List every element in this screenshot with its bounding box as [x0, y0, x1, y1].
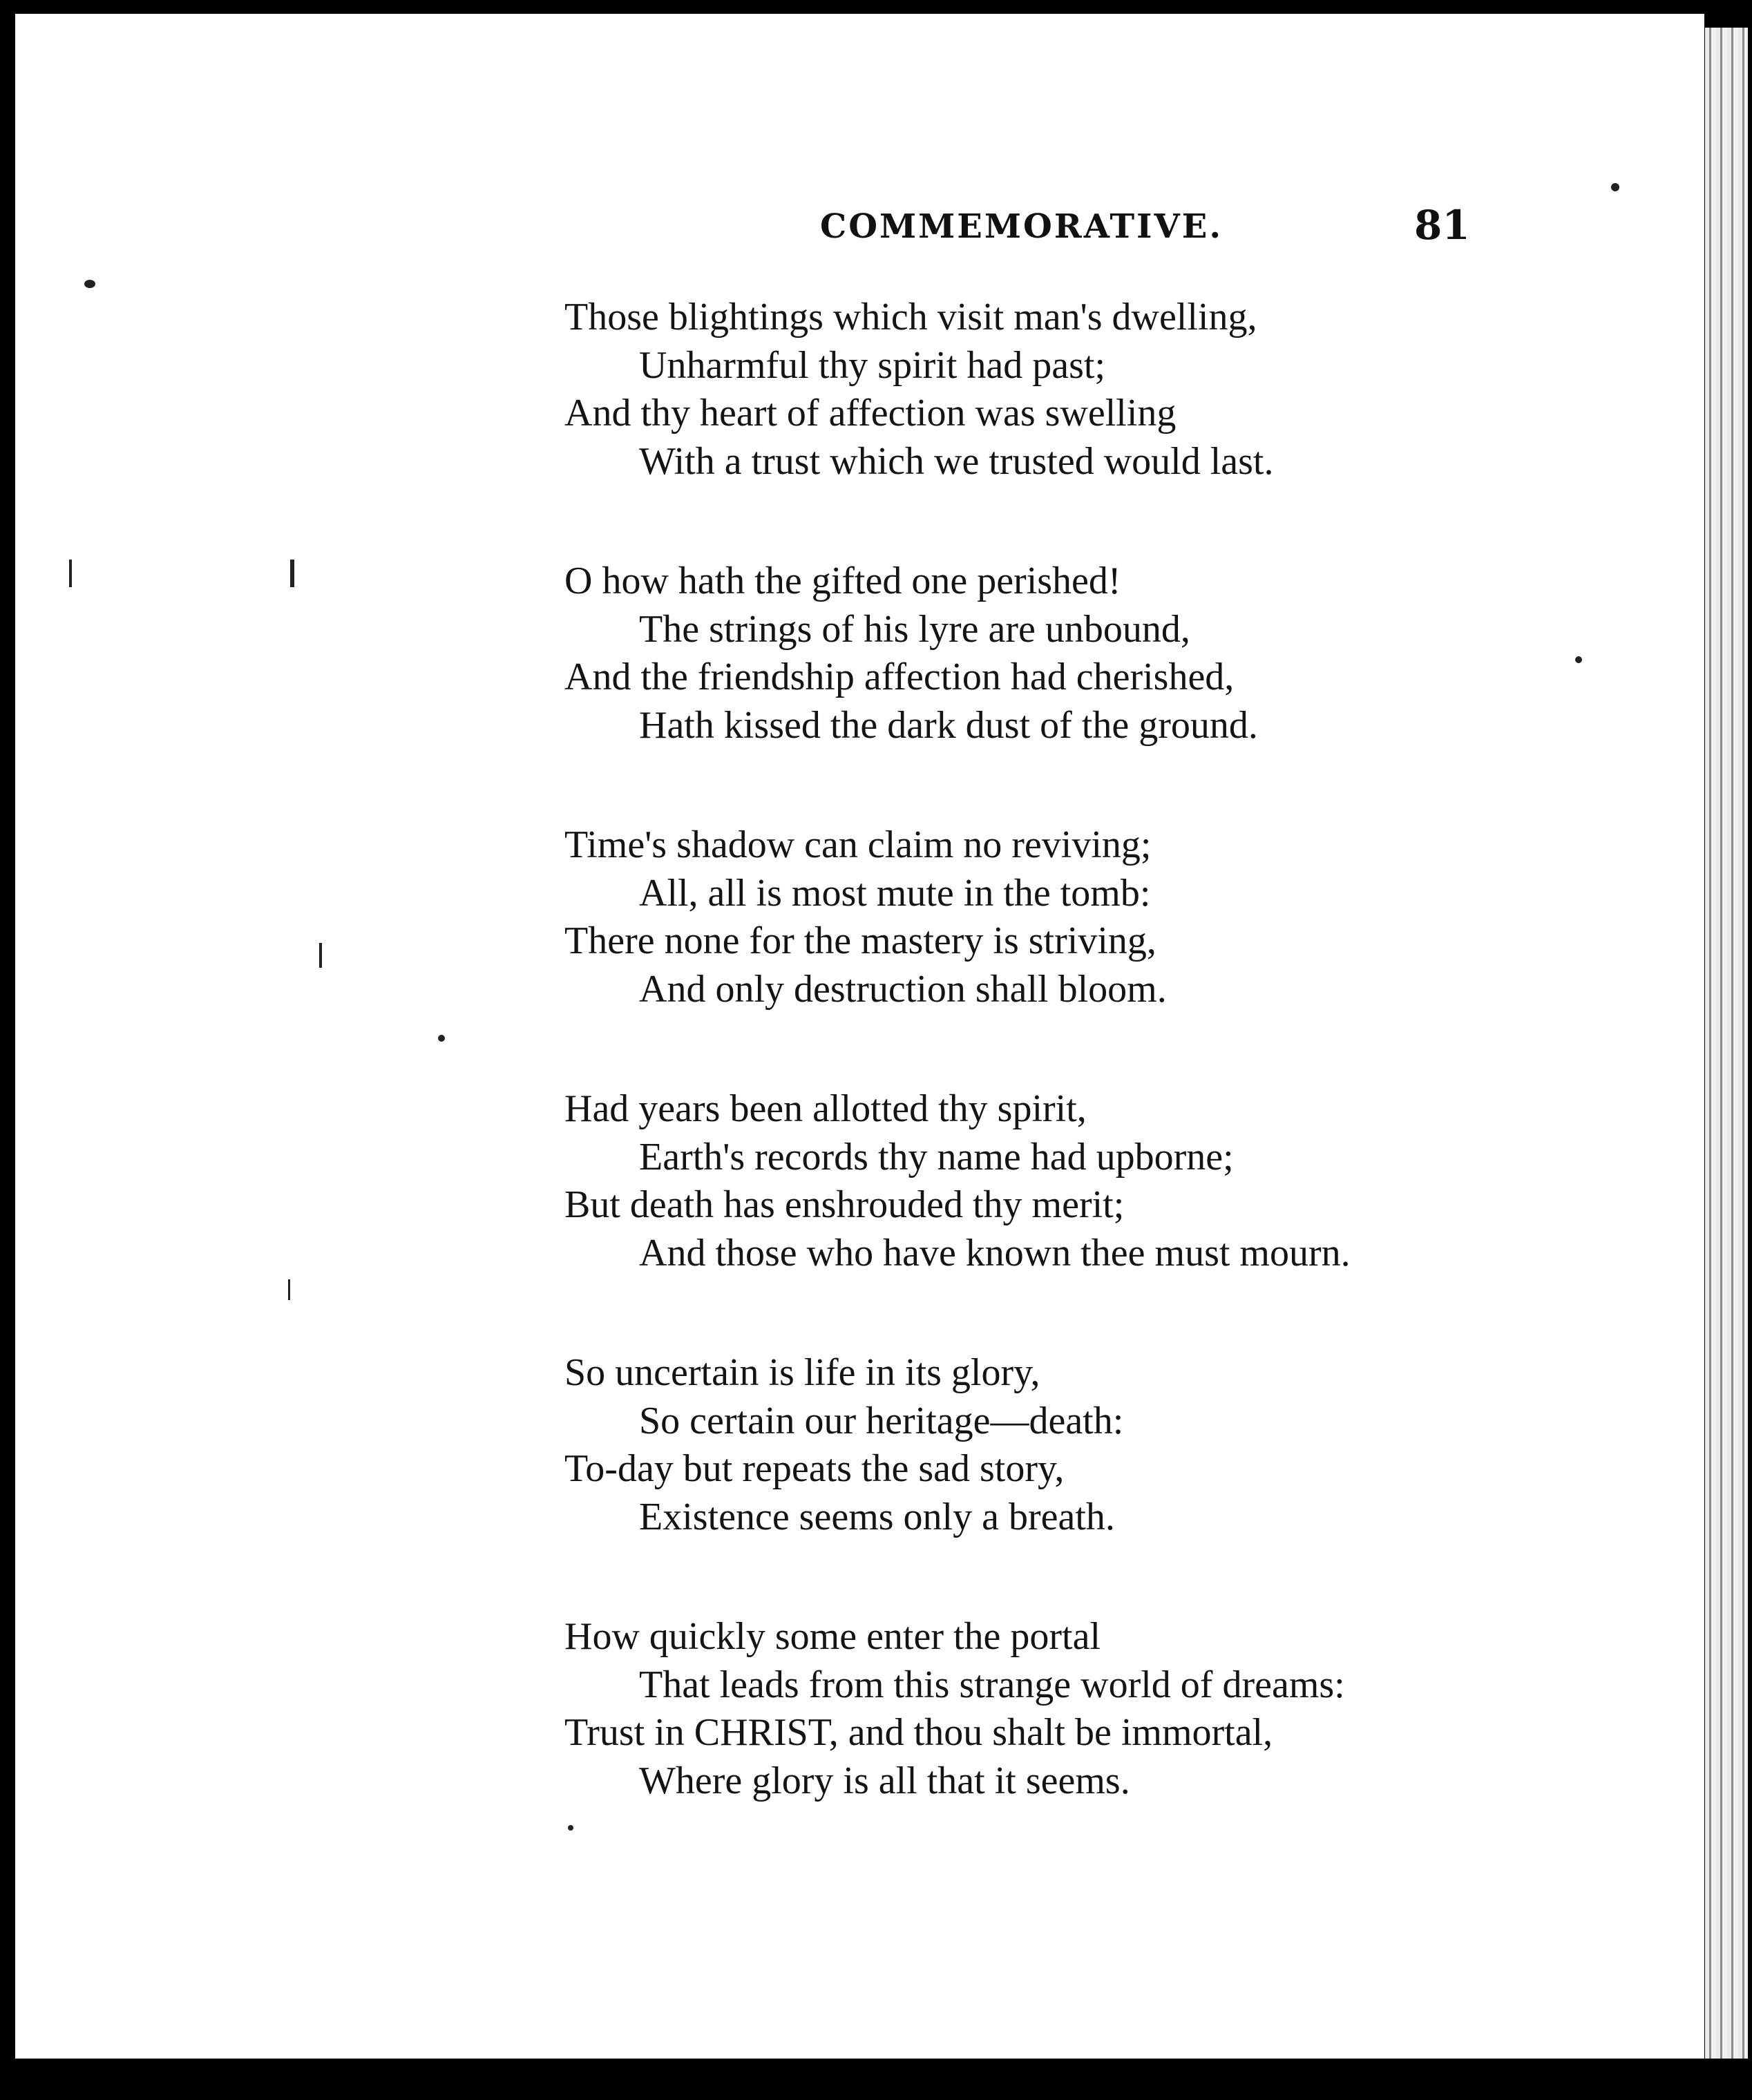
stanza-4 [564, 1085, 1670, 1277]
page-number: 81 [1414, 202, 1470, 249]
poem-line: That leads from this strange world of dreams: [639, 1663, 1345, 1706]
poem-line: But death has enshrouded thy merit; [564, 1183, 1125, 1226]
scan-mark [290, 560, 294, 587]
poem-line: The strings of his lyre are unbound, [639, 607, 1190, 651]
scan-mark [319, 943, 322, 968]
stanza-2 [564, 557, 1670, 750]
scan-speck [1611, 183, 1619, 191]
scan-speck [438, 1035, 445, 1042]
scan-speck [84, 280, 95, 288]
poem-line: Hath kissed the dark dust of the ground. [639, 703, 1258, 747]
scan-mark [69, 560, 72, 587]
poem-line: So certain our heritage—death: [639, 1399, 1124, 1442]
poem [564, 294, 1670, 1877]
poem-line: There none for the mastery is striving, [564, 919, 1156, 962]
poem-line: And thy heart of affection was swelling [564, 392, 1177, 435]
poem-line: Those blightings which visit man's dwelling, [564, 296, 1257, 338]
stanza-6 [564, 1613, 1670, 1805]
scan-speck [1575, 656, 1582, 663]
poem-line: Existence seems only a breath. [639, 1495, 1115, 1538]
scan-speck [568, 1825, 573, 1831]
poem-line: And the friendship affection had cherished, [564, 656, 1235, 698]
poem-line: With a trust which we trusted would last. [639, 439, 1274, 483]
poem-line: How quickly some enter the portal [564, 1615, 1101, 1658]
poem-line: O how hath the gifted one perished! [564, 560, 1121, 602]
book-page [15, 14, 1704, 2059]
running-title: COMMEMORATIVE. [820, 207, 1223, 246]
stanza-5 [564, 1349, 1670, 1541]
stanza-3 [564, 821, 1670, 1013]
poem-line: And those who have known thee must mourn. [639, 1231, 1351, 1275]
poem-line: So uncertain is life in its glory, [564, 1351, 1040, 1394]
poem-line: Earth's records thy name had upborne; [639, 1135, 1234, 1178]
page-edges [1705, 28, 1748, 2059]
poem-line: And only destruction shall bloom. [639, 967, 1167, 1011]
poem-line: Unharmful thy spirit had past; [639, 343, 1106, 387]
poem-line: Had years been allotted thy spirit, [564, 1087, 1087, 1130]
poem-line: Time's shadow can claim no reviving; [564, 823, 1152, 866]
scan-mark [288, 1279, 290, 1300]
stanza-1 [564, 294, 1670, 486]
poem-line: Where glory is all that it seems. [639, 1759, 1130, 1802]
poem-line: Trust in CHRIST, and thou shalt be immortal, [564, 1711, 1273, 1754]
poem-line: To-day but repeats the sad story, [564, 1447, 1065, 1490]
poem-line: All, all is most mute in the tomb: [639, 871, 1151, 915]
